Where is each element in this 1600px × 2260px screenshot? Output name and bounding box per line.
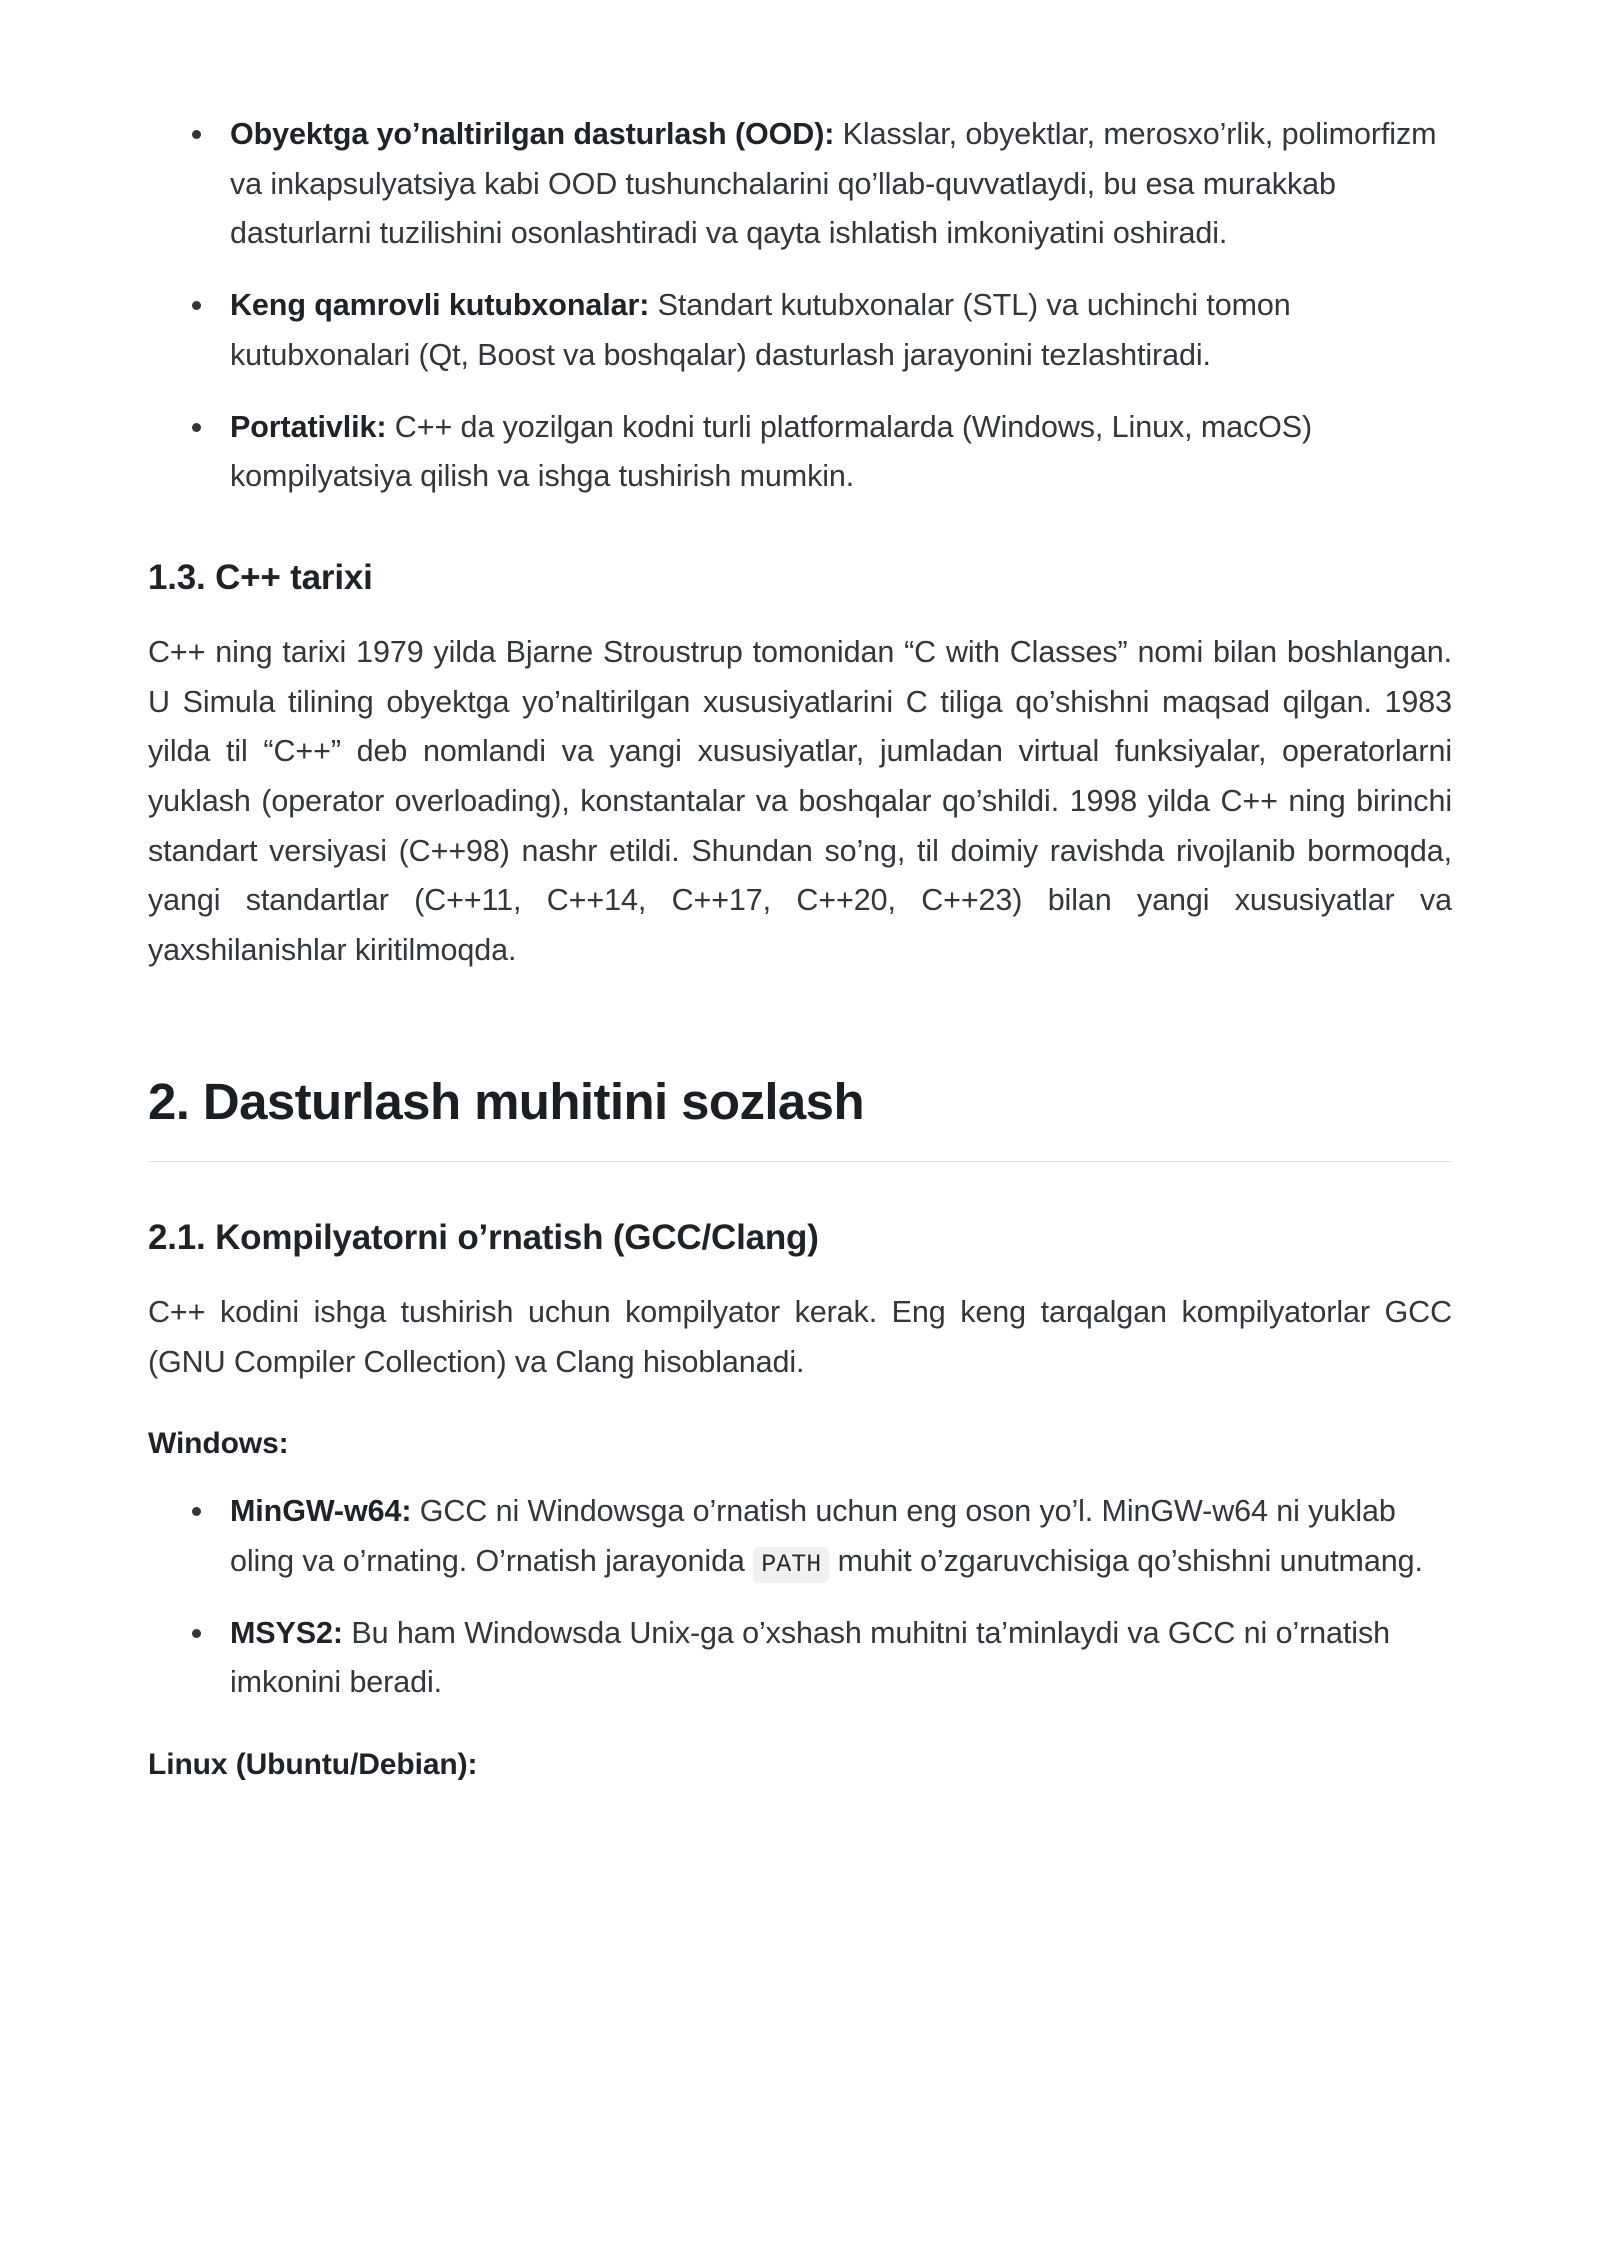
document-content	[148, 110, 1452, 1782]
list-item	[148, 403, 1452, 502]
list-item	[148, 110, 1452, 259]
list-item-lead: Keng qamrovli kutubxonalar:	[230, 288, 650, 323]
list-item-text: C++ da yozilgan kodni turli platformalarda (Windows, Linux, macOS) kompilyatsiya qilish va ishga tushirish mumkin.	[230, 409, 1313, 494]
list-item-lead: Obyektga yo’naltirilgan dasturlash (OOD):	[230, 117, 835, 151]
list-item	[148, 1609, 1452, 1708]
list-item-lead: MSYS2:	[230, 1615, 343, 1650]
list-item-text: Standart kutubxonalar (STL) va uchinchi tomon kutubxonalari (Qt, Boost va boshqalar) dasturlash jarayonini tezlashtiradi.	[230, 288, 1291, 372]
heading-section-2-1: 2.1. Kompilyatorni o’rnatish (GCC/Clang)	[148, 1217, 819, 1257]
heading-cpp-history: 1.3. C++ tarixi	[148, 557, 373, 597]
heading-section-2: 2. Dasturlash muhitini sozlash	[148, 1072, 864, 1130]
bullet-dot-icon	[192, 301, 201, 310]
bullet-dot-icon	[192, 1507, 201, 1516]
list-item-lead: Portativlik:	[230, 409, 387, 444]
list-item-text: GCC ni Windowsga o’rnatish uchun eng oson yo’l. MinGW-w64 ni yuklab oling va o’rnating. O’rnatish jarayonida	[230, 1494, 1396, 1578]
section-divider	[148, 1161, 1452, 1162]
list-item	[148, 1487, 1452, 1586]
list-item-text-tail: muhit o’zgaruvchisiga qo’shishni unutmang.	[829, 1543, 1423, 1578]
code-path: PATH	[753, 1547, 829, 1583]
paragraph-compiler-intro: C++ kodini ishga tushirish uchun kompilyator kerak. Eng keng tarqalgan kompilyatorlar GCC (GNU Compiler Collection) va Clang hisoblanadi.	[148, 1294, 1452, 1379]
cpp-features-list	[148, 110, 1452, 502]
paragraph-cpp-history: C++ ning tarixi 1979 yilda Bjarne Stroustrup tomonidan “C with Classes” nomi bilan boshlangan. U Simula tilining obyektga yo’naltirilgan xususiyatlarini C tiliga qo’shishni maqsad qilgan. 1983 yilda til “C++” deb nomlandi va yangi xususiyatlar, jumladan virtual funksiyalar, operatorlarni yuklash (operator overloading), konstantalar va boshqalar qo’shildi. 1998 yilda C++ ning birinchi standart versiyasi (C++98) nashr etildi. Shundan so’ng, til doimiy ravishda rivojlanib bormoqda, yangi standartlar (C++11, C++14, C++17, C++20, C++23) bilan yangi xususiyatlar va yaxshilanishlar kiritilmoqda.	[148, 634, 1452, 968]
list-item-text: Bu ham Windowsda Unix-ga o’xshash muhitni ta’minlaydi va GCC ni o’rnatish imkonini beradi.	[230, 1615, 1390, 1700]
windows-compiler-list	[148, 1487, 1452, 1708]
bullet-dot-icon	[192, 130, 201, 139]
label-linux: Linux (Ubuntu/Debian):	[148, 1748, 478, 1782]
label-windows: Windows:	[148, 1427, 289, 1461]
bullet-dot-icon	[192, 1629, 201, 1638]
list-item-lead: MinGW-w64:	[230, 1494, 412, 1529]
list-item	[148, 281, 1452, 380]
list-item-text: Klasslar, obyektlar, merosxo’rlik, polimorfizm va inkapsulyatsiya kabi OOD tushunchalarini qo’llab-quvvatlaydi, bu esa murakkab dasturlarni tuzilishini osonlashtiradi va qayta ishlatish imkoniyatini oshiradi.	[230, 117, 1437, 251]
bullet-dot-icon	[192, 423, 201, 432]
